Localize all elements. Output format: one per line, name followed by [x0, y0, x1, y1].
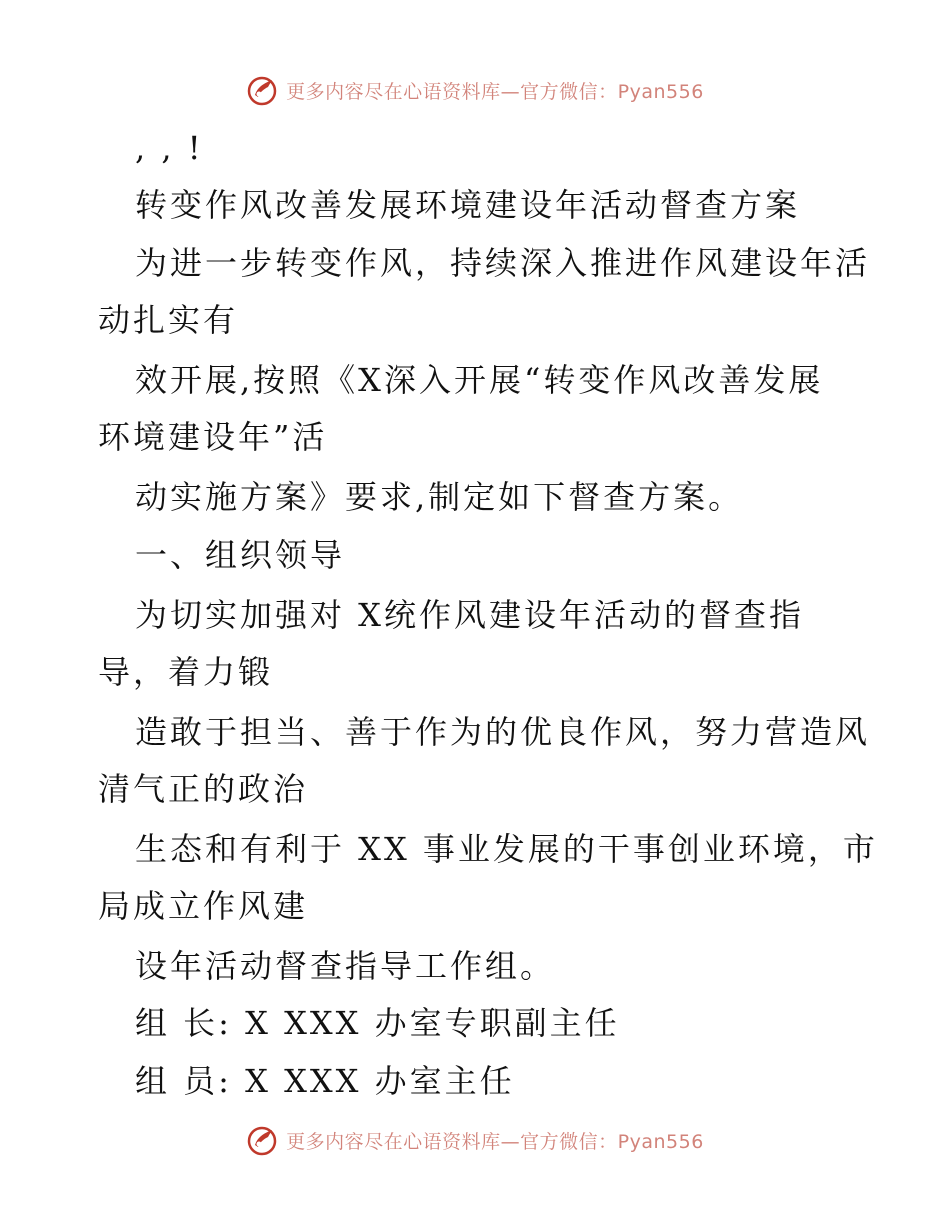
team-leader-line: 组 长: X XXX 办室专职副主任: [135, 1004, 620, 1042]
text-line-3: 为进一步转变作风，持续深入推进作风建设年活: [135, 244, 871, 282]
watermark-logo-icon: [246, 1124, 278, 1156]
team-member-line: 组 员: X XXX 办室主任: [135, 1062, 515, 1100]
text-line-14: 局成立作风建: [98, 887, 309, 925]
text-line-5: 效开展,按照《X深入开展“转变作风改善发展: [135, 361, 824, 399]
watermark-text: 更多内容尽在心语资料库—官方微信：Pyan556: [286, 80, 704, 103]
text-line-6: 环境建设年”活: [98, 418, 328, 456]
section-heading: 一、组织领导: [135, 536, 346, 574]
text-line-9: 为切实加强对 X统作风建设年活动的督查指: [135, 596, 804, 634]
text-line-10: 导，着力锻: [98, 653, 274, 691]
text-line-13: 生态和有利于 XX 事业发展的干事创业环境，市: [135, 830, 878, 868]
document-title: 转变作风改善发展环境建设年活动督查方案: [135, 186, 801, 224]
text-line-4: 动扎实有: [98, 301, 239, 339]
text-line-15: 设年活动督查指导工作组。: [135, 947, 556, 985]
text-line-12: 清气正的政治: [98, 770, 309, 808]
watermark-text: 更多内容尽在心语资料库—官方微信：Pyan556: [286, 1130, 704, 1153]
text-line-7: 动实施方案》要求,制定如下督查方案。: [135, 478, 744, 516]
footer-watermark: [0, 1120, 950, 1160]
text-line-11: 造敢于担当、善于作为的优良作风，努力营造风: [135, 713, 871, 751]
text-line-1: , , !: [135, 129, 204, 167]
